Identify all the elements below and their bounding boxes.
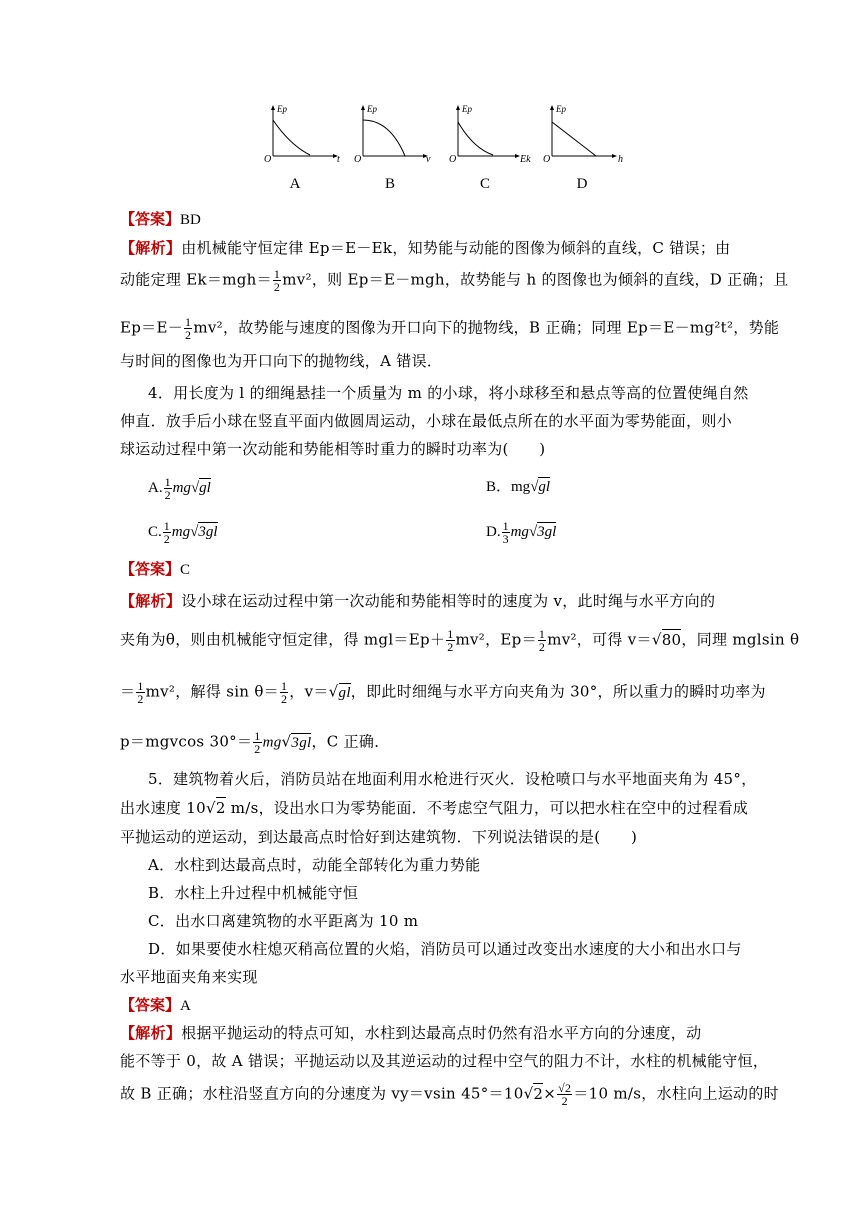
text: 故 B 正确；水柱沿竖直方向的分速度为 vy＝vsin 45°＝10 <box>120 1084 524 1103</box>
text: ，v＝ <box>289 682 329 701</box>
text: mv²，故势能与速度的图像为开口向下的抛物线，B 正确；同理 Ep＝E－mg²t²，势能 <box>193 318 780 337</box>
text: 动能定理 Ek＝mgh＝ <box>120 270 272 289</box>
q4-stem-line-1: 4．用长度为 l 的细绳悬挂一个质量为 m 的小球，将小球移至和悬点等高的位置使绳自然 <box>148 384 749 402</box>
answer-tag: 【答案】 <box>120 996 181 1014</box>
fraction <box>184 316 192 341</box>
text: ，C 正确． <box>311 732 390 751</box>
denominator: 2 <box>447 640 454 654</box>
radicand: gl <box>199 479 211 496</box>
fraction <box>253 730 261 755</box>
graph-c-origin: O <box>449 154 457 165</box>
text: ＝10 m/s，水柱向上运动的时 <box>573 1084 779 1103</box>
text: mg <box>262 734 282 751</box>
radicand: gl <box>338 684 351 701</box>
q5-analysis-line-3: 故 B 正确；水柱沿竖直方向的分速度为 vy＝vsin 45°＝10√2× $\frac{√2}{2}$ ＝10 m/s，水柱向上运动的时 <box>120 1081 779 1108</box>
denominator: 2 <box>164 488 171 502</box>
radicand: 3gl <box>537 523 557 540</box>
q4-choice-a: A. $\frac{1}{2}$ mg√gl <box>148 475 211 502</box>
q3-analysis-line-1 <box>120 237 740 259</box>
q4-stem-line-2: 伸直．放手后小球在竖直平面内做圆周运动，小球在最低点所在的水平面为零势能面，则小 <box>120 412 733 430</box>
text: C. <box>148 523 162 540</box>
graph-d-caption: D <box>576 176 588 192</box>
q5-stem-line-2: 出水速度 10√2 m/s，设出水口为零势能面．不考虑空气阻力，可以把水柱在空中的过程看成 <box>120 799 749 817</box>
q4-analysis-line-4: p＝mgvcos 30°＝ $\frac{1}{2}$ mg√3gl，C 正确． <box>120 729 390 756</box>
graph-b-origin: O <box>354 154 362 165</box>
radicand: 3gl <box>291 734 312 751</box>
text: p＝mgvcos 30°＝ <box>120 732 253 751</box>
text: mv²，解得 sin θ＝ <box>145 682 279 701</box>
q5-stem-line-1: 5．建筑物着火后，消防员站在地面利用水枪进行灭火．设枪喷口与水平地面夹角为 45°， <box>148 770 757 788</box>
q5-analysis-line-1 <box>120 1022 740 1044</box>
numerator: √2 <box>558 1081 572 1095</box>
radicand: 2 <box>533 1084 544 1103</box>
analysis-tag: 【解析】 <box>120 1024 182 1042</box>
radicand: 80 <box>661 630 682 649</box>
analysis-tag: 【解析】 <box>120 239 182 257</box>
graph-d-ylabel: Ep <box>556 104 566 114</box>
radicand: gl <box>538 479 551 495</box>
graph-c-caption: C <box>479 176 490 192</box>
graph-b-xlabel: v <box>426 154 431 165</box>
q3-analysis-line-4: 与时间的图像也为开口向下的抛物线，A 错误． <box>120 352 443 370</box>
numerator: 1 <box>164 475 171 489</box>
text: mg <box>510 523 529 540</box>
text: mv²，Ep＝ <box>455 630 537 649</box>
answer-value: A <box>180 998 191 1014</box>
text: Ep＝E－ <box>120 318 184 337</box>
graph-c-ylabel: Ep <box>462 104 472 114</box>
graph-d-xlabel: h <box>618 154 623 165</box>
fraction <box>538 628 546 653</box>
text: 设小球在运动过程中第一次动能和势能相等时的速度为 v，此时绳与水平方向的 <box>181 592 716 610</box>
graph-a-plot <box>255 100 340 170</box>
graph-a-caption: A <box>289 176 301 192</box>
denominator: 2 <box>185 328 192 342</box>
denominator: 2 <box>254 742 261 756</box>
graph-b-plot <box>350 100 430 170</box>
radicand: 3gl <box>198 523 218 540</box>
text: mv²，可得 v＝ <box>547 630 652 649</box>
numerator: 1 <box>280 679 288 693</box>
graph-b-ylabel: Ep <box>367 104 377 114</box>
graph-d-plot <box>542 100 622 170</box>
q4-analysis-line-1 <box>120 590 740 612</box>
numerator: 1 <box>273 267 281 281</box>
q4-answer <box>120 558 740 581</box>
graph-d <box>542 100 622 195</box>
denominator: 3 <box>502 532 509 546</box>
analysis-tag: 【解析】 <box>120 592 182 610</box>
numerator: 1 <box>163 519 170 533</box>
q4-stem-line-3: 球运动过程中第一次动能和势能相等时重力的瞬时功率为( ) <box>120 440 546 458</box>
q4-choice-d: D. $\frac{1}{3}$ mg√3gl <box>486 519 557 546</box>
denominator: 2 <box>538 640 546 654</box>
text: m/s，设出水口为零势能面．不考虑空气阻力，可以把水柱在空中的过程看成 <box>225 799 749 817</box>
denominator: 2 <box>137 692 144 706</box>
text: 由机械能守恒定律 Ep＝E－Ek，知势能与动能的图像为倾斜的直线，C 错误；由 <box>181 239 731 257</box>
text: A. <box>148 479 163 496</box>
graph-c-plot <box>445 100 531 170</box>
numerator: 1 <box>254 729 261 743</box>
q5-choice-d-line-2: 水平地面夹角来实现 <box>120 968 258 986</box>
graph-b-caption: B <box>384 176 395 192</box>
graph-a <box>255 100 340 195</box>
q5-stem-line-3: 平抛运动的逆运动，到达最高点时恰好到达建筑物．下列说法错误的是( ) <box>120 828 638 846</box>
q4-analysis-line-3: ＝ $\frac{1}{2}$ mv²，解得 sin θ＝ $\frac{1}{2}$ ，v＝√gl，即此时细绳与水平方向夹角为 30°，所以重力的瞬时功率为 <box>120 679 766 706</box>
text: ，同理 mglsin θ <box>681 630 800 649</box>
text: mv²，则 Ep＝E－mgh，故势能与 h 的图像也为倾斜的直线，D 正确；且 <box>282 270 789 289</box>
answer-value: C <box>180 562 191 578</box>
answer-tag: 【答案】 <box>120 210 181 228</box>
fraction <box>164 476 172 501</box>
text: B．mg <box>486 479 531 495</box>
numerator: 1 <box>538 627 546 641</box>
q4-analysis-line-2: 夹角为θ，则由机械能守恒定律，得 mgl＝Ep＋ $\frac{1}{2}$ mv²，Ep＝ $\frac{1}{2}$ mv²，可得 v＝√80，同理 mglsin θ <box>120 627 800 654</box>
denominator: 2 <box>163 532 170 546</box>
numerator: 1 <box>502 519 509 533</box>
text: D. <box>486 523 501 540</box>
text: 夹角为θ，则由机械能守恒定律，得 mgl＝Ep＋ <box>120 630 446 649</box>
fraction <box>502 520 510 545</box>
graph-b <box>350 100 430 195</box>
q3-analysis-line-2 <box>120 267 789 294</box>
graph-c <box>445 100 531 195</box>
text: ，即此时细绳与水平方向夹角为 30°，所以重力的瞬时功率为 <box>350 682 766 701</box>
q5-choice-d-line-1: D．如果要使水柱熄灭稍高位置的火焰，消防员可以通过改变出水速度的大小和出水口与 <box>148 940 742 958</box>
numerator: 1 <box>137 679 144 693</box>
graph-a-ylabel: Ep <box>277 104 287 114</box>
q3-analysis-line-3 <box>120 315 780 342</box>
graph-d-origin: O <box>543 154 551 165</box>
numerator: 1 <box>185 315 192 329</box>
text: × <box>543 1084 557 1103</box>
answer-value: BD <box>180 212 201 228</box>
answer-tag: 【答案】 <box>120 560 181 578</box>
denominator: 2 <box>273 280 281 294</box>
text: mg <box>172 479 191 496</box>
q3-answer <box>120 208 740 231</box>
graph-a-origin: O <box>264 154 272 165</box>
denominator: 2 <box>561 1094 568 1108</box>
fraction <box>136 680 144 705</box>
fraction <box>280 680 288 705</box>
q5-analysis-line-2: 能不等于 0，故 A 错误；平抛运动以及其逆运动的过程中空气的阻力不计，水柱的机械能守恒， <box>120 1052 769 1070</box>
text: mg <box>171 523 191 540</box>
graph-c-xlabel: Ek <box>520 154 531 165</box>
q4-choice-c: C. $\frac{1}{2}$ mg√3gl <box>148 519 218 546</box>
fraction <box>273 268 281 293</box>
graph-a-xlabel: t <box>337 154 340 165</box>
q5-choice-a: A．水柱到达最高点时，动能全部转化为重力势能 <box>148 856 481 874</box>
q4-choice-b: B．mg√gl <box>486 479 551 495</box>
q5-answer <box>120 994 740 1017</box>
ep-graph-options <box>255 100 635 195</box>
fraction <box>446 628 454 653</box>
text: 根据平抛运动的特点可知，水柱到达最高点时仍然有沿水平方向的分速度，动 <box>181 1024 702 1042</box>
text: ＝ <box>120 682 136 701</box>
radicand: 2 <box>215 799 226 817</box>
q5-choice-b: B．水柱上升过程中机械能守恒 <box>148 884 359 902</box>
fraction <box>557 1082 572 1107</box>
q5-choice-c: C．出水口离建筑物的水平距离为 10 m <box>148 912 419 930</box>
denominator: 2 <box>280 692 288 706</box>
numerator: 1 <box>447 627 454 641</box>
fraction <box>163 520 171 545</box>
text: 出水速度 10 <box>120 799 206 817</box>
